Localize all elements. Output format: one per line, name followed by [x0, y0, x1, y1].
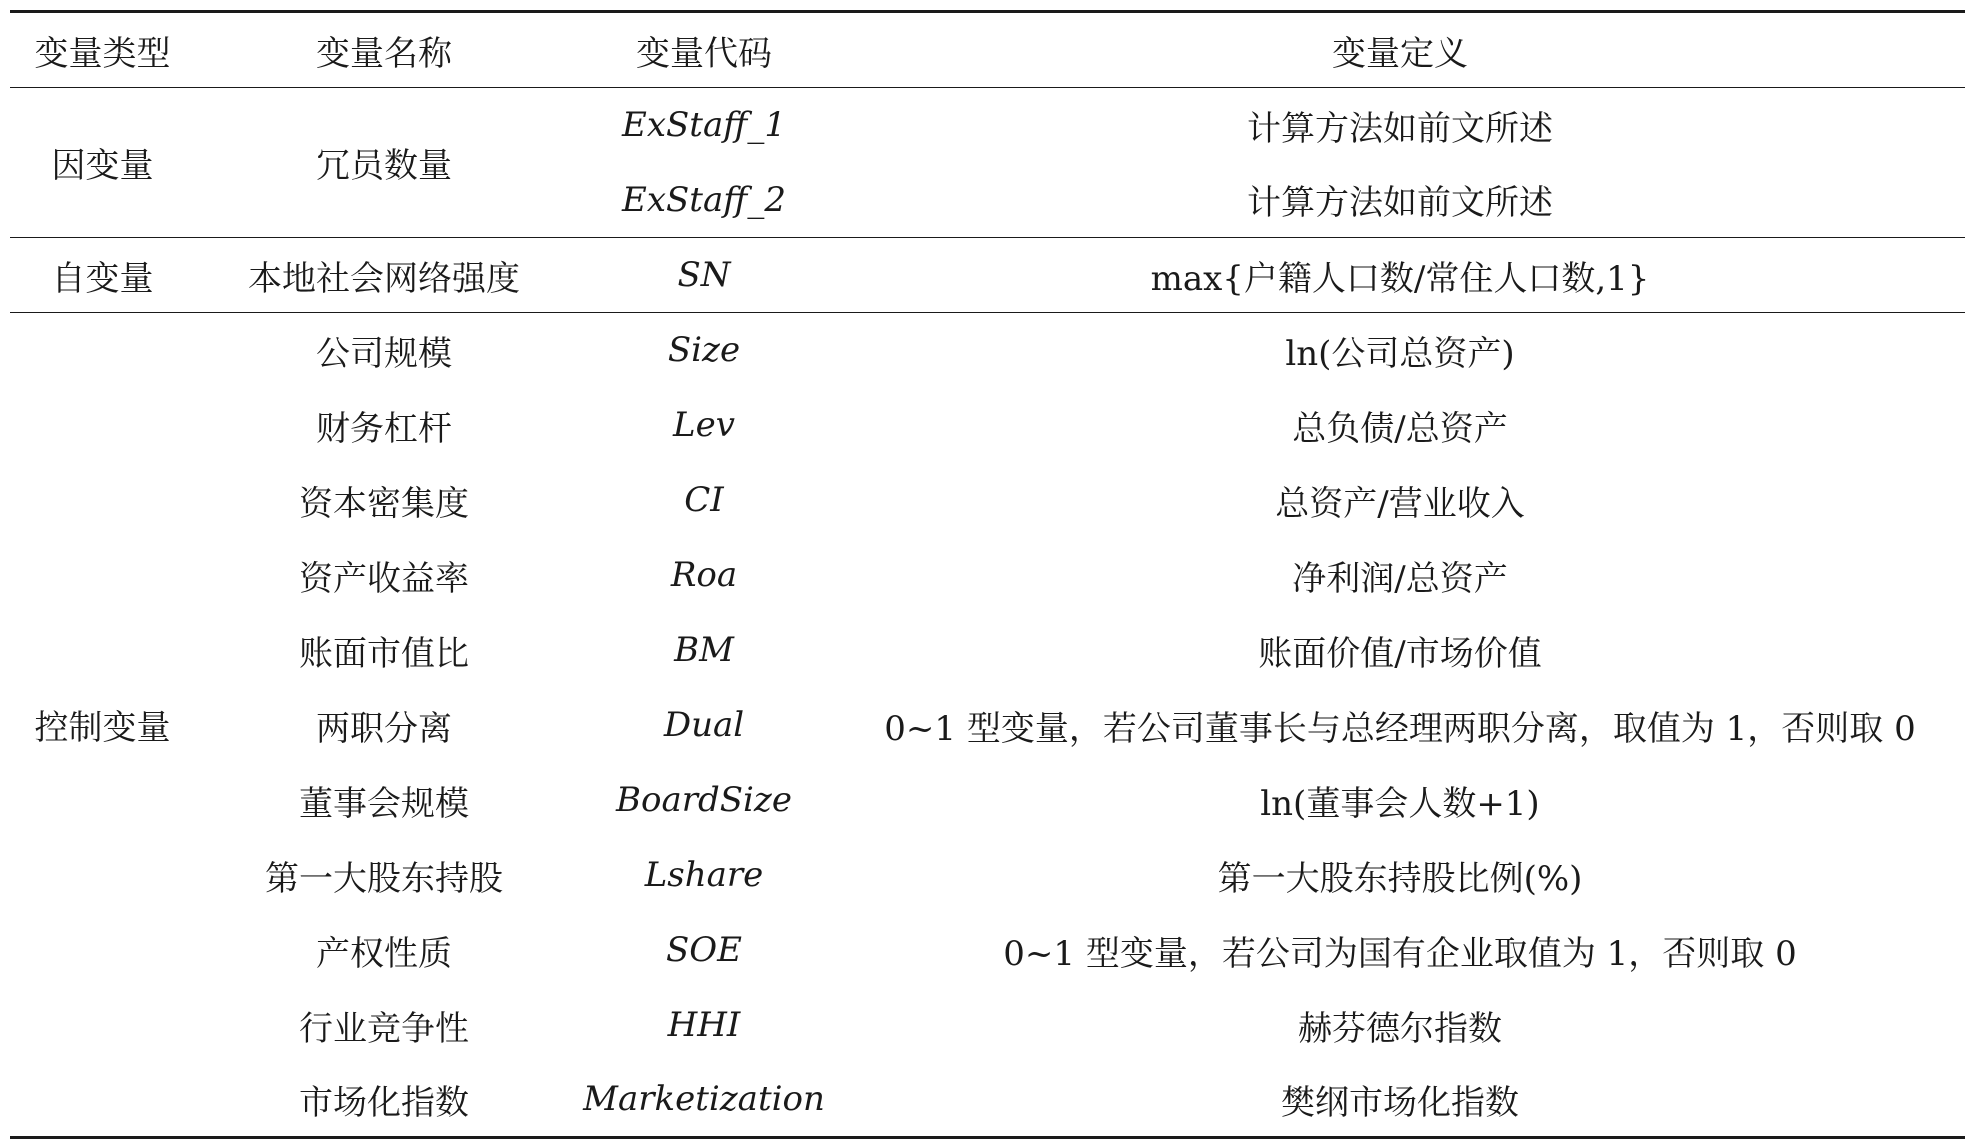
variable-name: 资产收益率	[299, 558, 469, 599]
table-row	[10, 838, 1965, 913]
variable-definition-table	[10, 10, 1965, 1139]
variable-name: 冗员数量	[195, 88, 573, 238]
header-variable-code: 变量代码	[573, 12, 835, 88]
variable-code: ExStaff_1	[622, 105, 786, 146]
variable-code: Size	[667, 330, 741, 371]
table-row	[10, 238, 1965, 313]
variable-definition: 0~1 型变量，若公司董事长与总经理两职分离，取值为 1，否则取 0	[884, 708, 1916, 749]
variable-name: 公司规模	[316, 333, 452, 374]
table-row	[10, 463, 1965, 538]
variable-name: 董事会规模	[299, 783, 469, 824]
variable-code: Dual	[663, 705, 745, 745]
table-row	[10, 613, 1965, 688]
header-variable-name: 变量名称	[195, 12, 573, 88]
group-type-independent: 自变量	[10, 238, 195, 313]
variable-definition: 赫芬德尔指数	[1298, 1008, 1502, 1049]
variable-definition: 总负债/总资产	[1292, 408, 1508, 449]
table-row	[10, 913, 1965, 988]
variable-code: Lshare	[644, 855, 764, 895]
table-row	[10, 688, 1965, 763]
variable-code: BM	[674, 630, 734, 670]
table-header	[10, 12, 1965, 88]
variable-name: 市场化指数	[195, 1063, 573, 1138]
table-row	[10, 988, 1965, 1063]
variable-name: 资本密集度	[299, 483, 469, 524]
variable-definition: 0~1 型变量，若公司为国有企业取值为 1，否则取 0	[1003, 933, 1797, 974]
variable-name: 财务杠杆	[316, 408, 452, 449]
table-row	[10, 538, 1965, 613]
table-body	[10, 88, 1965, 1138]
table-row	[10, 88, 1965, 163]
variable-code: SN	[573, 238, 835, 313]
variable-definition: 计算方法如前文所述	[1247, 108, 1553, 149]
variable-name: 行业竞争性	[299, 1008, 469, 1049]
variable-name: 账面市值比	[299, 633, 469, 674]
table-row	[10, 763, 1965, 838]
group-type-dependent: 因变量	[10, 88, 195, 238]
header-row	[10, 12, 1965, 88]
variable-code: Roa	[670, 555, 738, 595]
variable-name: 两职分离	[316, 708, 452, 749]
variable-definition: ln(公司总资产)	[1285, 333, 1515, 374]
variable-definition: 净利润/总资产	[1292, 558, 1508, 599]
table-row	[10, 1063, 1965, 1138]
variable-name: 本地社会网络强度	[195, 238, 573, 313]
header-variable-definition: 变量定义	[835, 12, 1965, 88]
variable-name: 第一大股东持股	[265, 858, 503, 899]
variable-definition: ln(董事会人数+1)	[1260, 783, 1540, 824]
variable-code: Marketization	[573, 1063, 835, 1138]
variable-name: 产权性质	[316, 933, 452, 974]
table-row	[10, 388, 1965, 463]
variable-definition: 计算方法如前文所述	[835, 163, 1965, 238]
group-type-control: 控制变量	[10, 313, 195, 1138]
header-variable-type: 变量类型	[10, 12, 195, 88]
variable-code: SOE	[666, 930, 742, 970]
variable-definition: 樊纲市场化指数	[835, 1063, 1965, 1138]
variable-definition: 总资产/营业收入	[1275, 483, 1525, 524]
variable-definition: 账面价值/市场价值	[1258, 633, 1542, 674]
variable-code: BoardSize	[616, 780, 792, 820]
variable-code: HHI	[667, 1005, 741, 1045]
variable-definition: max{户籍人口数/常住人口数,1}	[835, 238, 1965, 313]
variable-code: CI	[684, 480, 724, 520]
variable-code: ExStaff_2	[573, 163, 835, 238]
table-row	[10, 313, 1965, 388]
variable-code: Lev	[673, 405, 735, 445]
variable-definition: 第一大股东持股比例(%)	[1217, 858, 1583, 899]
